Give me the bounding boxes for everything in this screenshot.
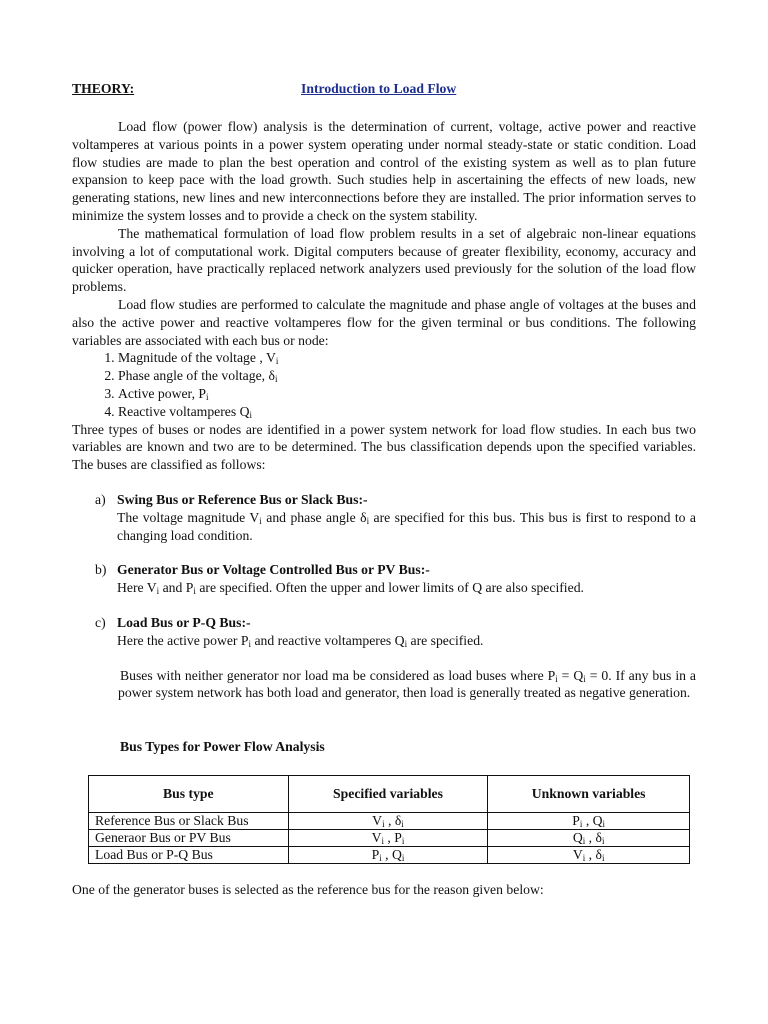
- cell-bus-type: Reference Bus or Slack Bus: [89, 812, 289, 829]
- bus-type-description: Here the active power $P_i$ and reactive voltamperes $Q_i$ are specified.: [117, 632, 484, 649]
- header-unknown-variables: Unknown variables: [488, 775, 690, 812]
- paragraph-load-flow-variables: Load flow studies are performed to calculate the magnitude and phase angle of voltages at the buses and also the active power and reactive voltamperes flow for the given terminal or bus conditions. The following variables are associated with each bus or node:: [72, 296, 696, 348]
- cell-specified: $V_i$ , $\delta_i$: [288, 812, 488, 829]
- bus-type-generator: [72, 561, 696, 597]
- page-title[interactable]: Introduction to Load Flow: [301, 81, 457, 96]
- header: [72, 80, 696, 102]
- paragraph-neutral-buses: Buses with neither generator nor load ma be considered as load buses where $P_i = Q_i = 0$. If any bus in a power system network has both load and generator, then load is generally treated as negative generation.: [118, 667, 697, 701]
- bus-type-title: Swing Bus or Reference Bus or Slack Bus:-: [117, 491, 368, 507]
- table-row: [89, 846, 690, 863]
- paragraph-mathematical-formulation: The mathematical formulation of load flow problem results in a set of algebraic non-linear equations involving a lot of computational work. Digital computers because of greater flexibility, economy, accuracy and quicker operation, have practically replaced network analyzers used previously for the solution of the load flow problems.: [72, 225, 696, 295]
- header-bus-type: Bus type: [89, 775, 289, 812]
- paragraph-bus-classification: Three types of buses or nodes are identified in a power system network for load flow studies. In each bus two variables are known and two are to be determined. The bus classification depends upon the specified variables. The buses are classified as follows:: [72, 421, 696, 473]
- bus-type-swing: [72, 491, 696, 544]
- bus-type-title: Load Bus or P-Q Bus:-: [117, 614, 251, 630]
- list-marker: c): [95, 614, 106, 630]
- table-row: [89, 829, 690, 846]
- table-title: Bus Types for Power Flow Analysis: [120, 739, 325, 755]
- list-item: 3. Active power, $P_i$: [118, 385, 696, 403]
- cell-bus-type: Load Bus or P-Q Bus: [89, 846, 289, 863]
- cell-specified: $P_i$ , $Q_i$: [288, 846, 488, 863]
- cell-unknown: $V_i$ , $\delta_i$: [488, 846, 690, 863]
- list-marker: a): [95, 491, 106, 507]
- theory-label: THEORY:: [72, 81, 135, 96]
- cell-bus-type: Generaor Bus or PV Bus: [89, 829, 289, 846]
- cell-specified: $V_i$ , $P_i$: [288, 829, 488, 846]
- cell-unknown: $Q_i$ , $\delta_i$: [488, 829, 690, 846]
- cell-unknown: $P_i$ , $Q_i$: [488, 812, 690, 829]
- header-specified-variables: Specified variables: [288, 775, 488, 812]
- table-header-row: [89, 775, 690, 812]
- list-item: 2. Phase angle of the voltage, $\delta_i$: [118, 367, 696, 385]
- list-item: 4. Reactive voltamperes $Q_i$: [118, 403, 696, 421]
- bus-type-description: Here $V_i$ and $P_i$ are specified. Often the upper and lower limits of Q are also specified.: [117, 580, 584, 597]
- list-marker: b): [95, 562, 107, 578]
- paragraph-load-flow-definition: Load flow (power flow) analysis is the determination of current, voltage, active power and reactive voltamperes at various points in a power system operating under normal steady-state or static condition. Load flow studies are made to plan the best operation and control of the existing system as well as to plan future expansion to keep pace with the load growth. Such studies help in ascertaining the effects of new loads, new generating stations, new lines and new interconnections before they are installed. The prior information serves to minimize the system losses and to provide a check on the system stability.: [72, 119, 696, 223]
- variables-list: [72, 349, 696, 420]
- bus-type-title: Generator Bus or Voltage Controlled Bus or PV Bus:-: [117, 562, 430, 578]
- bus-types-table: [88, 775, 690, 864]
- document-page: [72, 80, 696, 899]
- bus-type-load: [72, 614, 696, 650]
- list-item: 1. Magnitude of the voltage , $V_i$: [118, 349, 696, 367]
- bus-type-description: The voltage magnitude $V_i$ and phase angle $\delta_i$ are specified for this bus. This bus is first to respond to a changing load condition.: [117, 509, 697, 543]
- paragraph-reference-bus: One of the generator buses is selected as the reference bus for the reason given below:: [72, 881, 544, 897]
- table-row: [89, 812, 690, 829]
